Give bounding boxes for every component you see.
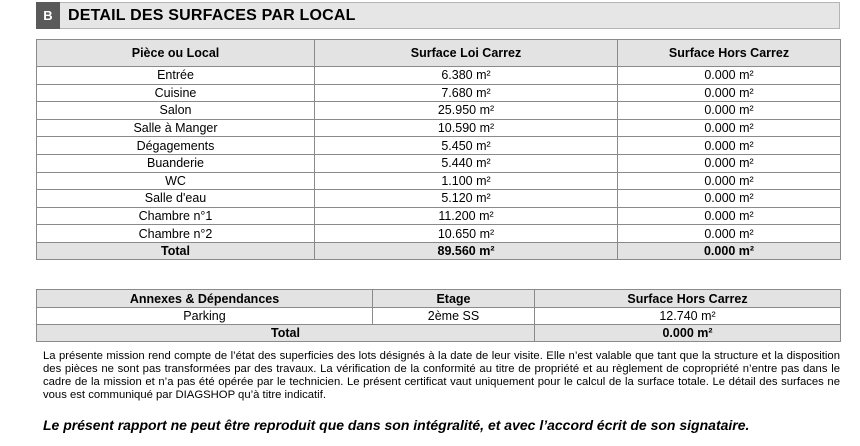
carrez-surface-cell: 7.680 m²	[315, 84, 618, 102]
carrez-surface-cell: 6.380 m²	[315, 67, 618, 85]
room-name-cell: Salle d'eau	[37, 190, 315, 208]
hors-carrez-surface-cell: 0.000 m²	[618, 225, 841, 243]
carrez-surface-cell: 11.200 m²	[315, 207, 618, 225]
room-name-cell: WC	[37, 172, 315, 190]
carrez-surface-cell: 5.450 m²	[315, 137, 618, 155]
hors-carrez-surface-cell: 0.000 m²	[618, 137, 841, 155]
reproduction-notice: Le présent rapport ne peut être reproduit que dans son intégralité, et avec l’accord écrit de son signataire.	[43, 417, 750, 433]
annex-name-cell: Parking	[37, 308, 373, 325]
room-name-cell: Salle à Manger	[37, 119, 315, 137]
carrez-surface-cell: 10.590 m²	[315, 119, 618, 137]
total-row	[37, 242, 841, 259]
room-name-cell: Cuisine	[37, 84, 315, 102]
table-row	[37, 137, 841, 155]
hors-carrez-surface-cell: 0.000 m²	[618, 190, 841, 208]
hors-carrez-surface-cell: 0.000 m²	[618, 172, 841, 190]
carrez-surface-cell: 5.440 m²	[315, 154, 618, 172]
column-header-hors-carrez: Surface Hors Carrez	[618, 40, 841, 67]
table-row	[37, 190, 841, 208]
hors-carrez-surface-cell: 0.000 m²	[618, 119, 841, 137]
total-hors-carrez-cell: 0.000 m²	[618, 242, 841, 259]
table-row	[37, 119, 841, 137]
table-header-row	[37, 40, 841, 67]
table-header-row	[37, 290, 841, 308]
floor-cell: 2ème SS	[373, 308, 535, 325]
column-header-carrez: Surface Loi Carrez	[315, 40, 618, 67]
carrez-surface-cell: 5.120 m²	[315, 190, 618, 208]
room-name-cell: Chambre n°1	[37, 207, 315, 225]
hors-carrez-surface-cell: 0.000 m²	[618, 102, 841, 120]
hors-carrez-surface-cell: 0.000 m²	[618, 207, 841, 225]
annex-surface-table	[36, 289, 841, 342]
table-row	[37, 172, 841, 190]
carrez-surface-cell: 1.100 m²	[315, 172, 618, 190]
column-header-floor: Etage	[373, 290, 535, 308]
table-row	[37, 102, 841, 120]
total-label-cell: Total	[37, 325, 535, 342]
room-name-cell: Chambre n°2	[37, 225, 315, 243]
carrez-surface-cell: 25.950 m²	[315, 102, 618, 120]
section-title: DETAIL DES SURFACES PAR LOCAL	[68, 6, 356, 24]
room-name-cell: Buanderie	[37, 154, 315, 172]
hors-carrez-surface-cell: 0.000 m²	[618, 67, 841, 85]
total-row	[37, 325, 841, 342]
rooms-surface-table	[36, 39, 841, 260]
total-hors-carrez-cell: 0.000 m²	[535, 325, 841, 342]
hors-carrez-surface-cell: 0.000 m²	[618, 84, 841, 102]
hors-carrez-surface-cell: 12.740 m²	[535, 308, 841, 325]
table-row	[37, 67, 841, 85]
column-header-hors-carrez: Surface Hors Carrez	[535, 290, 841, 308]
carrez-surface-cell: 10.650 m²	[315, 225, 618, 243]
room-name-cell: Dégagements	[37, 137, 315, 155]
table-row	[37, 308, 841, 325]
table-row	[37, 154, 841, 172]
table-row	[37, 207, 841, 225]
total-label-cell: Total	[37, 242, 315, 259]
room-name-cell: Entrée	[37, 67, 315, 85]
table-row	[37, 225, 841, 243]
section-letter-badge: B	[36, 2, 60, 29]
section-header	[36, 2, 840, 29]
disclaimer-note: La présente mission rend compte de l’état des superficies des lots désignés à la date de leur visite. Elle n’est valable que tant que la structure et la disposition des pièces ne sont pas transformées par des travaux. La vérification de la conformité au titre de propriété et au règlement de copropriété n’entre pas dans le cadre de la mission et n’a pas été opérée par le technicien. Le présent certificat vaut uniquement pour le calcul de la surface totale. Le détail des surfaces ne vous est communiqué par DIAGSHOP qu’à titre indicatif.	[43, 350, 840, 401]
total-carrez-cell: 89.560 m²	[315, 242, 618, 259]
column-header-annex: Annexes & Dépendances	[37, 290, 373, 308]
room-name-cell: Salon	[37, 102, 315, 120]
hors-carrez-surface-cell: 0.000 m²	[618, 154, 841, 172]
table-row	[37, 84, 841, 102]
column-header-room: Pièce ou Local	[37, 40, 315, 67]
